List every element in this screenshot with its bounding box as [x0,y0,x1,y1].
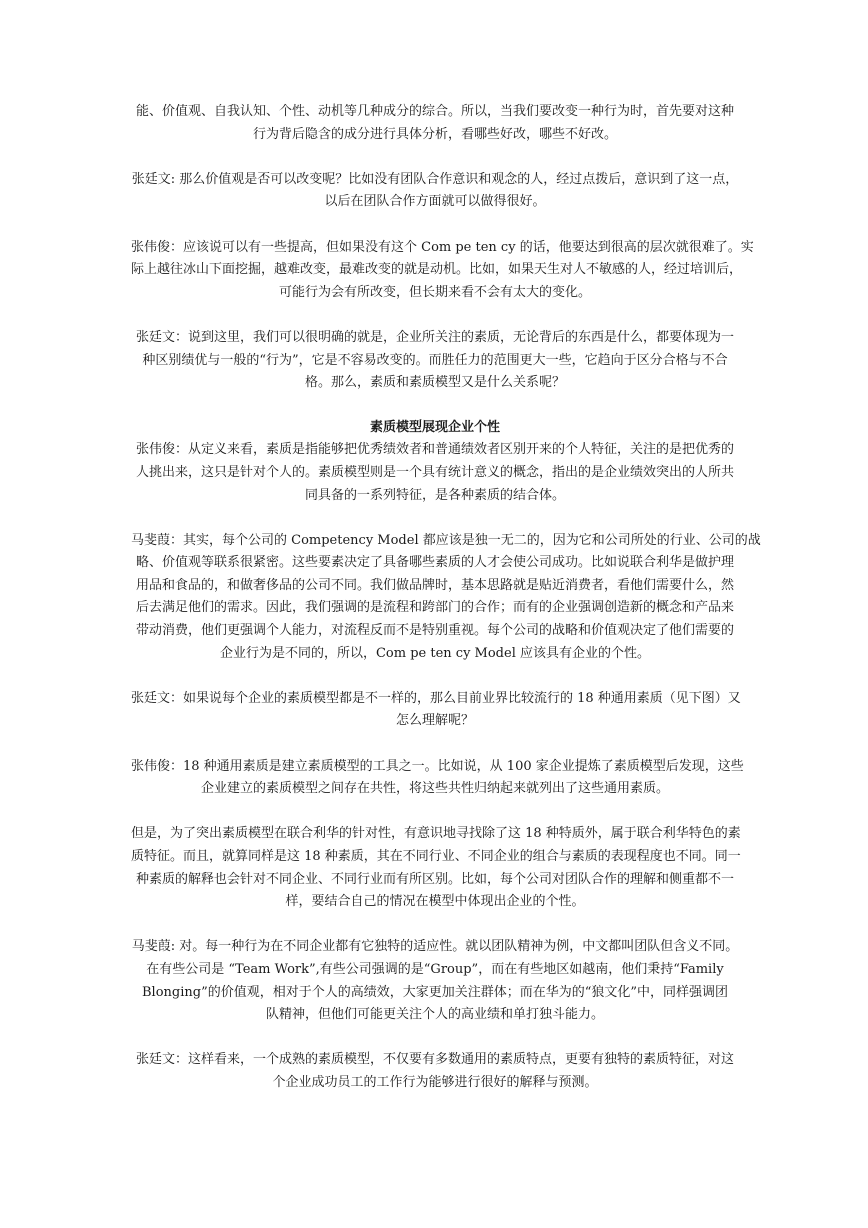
text-line: 种区别绩优与一般的“行为”，它是不容易改变的。而胜任力的范围更大一些，它趋向于区分合格与不合 [142,352,728,368]
paragraph-zhang-tingwen-conclusion [131,1049,739,1094]
paragraph-zhang-weijun-iceberg [131,237,754,305]
paragraph-ma-feijia-unique-model [131,530,761,666]
text-line: 行为背后隐含的成分进行具体分析，看哪些好改，哪些不好改。 [252,126,617,142]
text-line: 用品和食品的，和做奢侈品的公司不同。我们做品牌时，基本思路就是贴近消费者，看他们需要什么，然 [135,577,734,593]
section-heading: 素质模型展现企业个性 [369,420,500,436]
text-line: 个企业成功员工的工作行为能够进行很好的解释与预测。 [272,1074,598,1090]
text-line: 张伟俊：18 种通用素质是建立素质模型的工具之一。比如说，从 100 家企业提炼了素质模型后发现，这些 [131,758,744,774]
text-line: 以后在团队合作方面就可以做得很好。 [324,194,546,210]
text-line: 可能行为会有所改变，但长期来看不会有太大的变化。 [278,284,591,300]
text-line: 带动消费，他们更强调个人能力，对流程反而不是特别重视。每个公司的战略和价值观决定了他们需要的 [135,623,734,639]
text-line: 企业建立的素质模型之间存在共性，将这些共性归纳起来就列出了这些通用素质。 [200,781,669,797]
paragraph-zhang-weijun-definition [131,439,739,507]
text-line: 张廷文: 那么价值观是否可以改变呢？比如没有团队合作意识和观念的人，经过点拨后，意识到了这一点， [131,171,739,187]
text-line: 张廷文：如果说每个企业的素质模型都是不一样的，那么目前业界比较流行的 18 种通用素质（见下图）又 [131,690,741,706]
paragraph-zhang-tingwen-question-values [131,169,739,214]
document-body [131,101,761,1095]
text-line: 略、价值观等联系很紧密。这些要素决定了具备哪些素质的人才会使公司成功。比如说联合利华是做护理 [135,555,734,571]
paragraph-zhang-tingwen-18-competencies [131,688,739,733]
paragraph-unilever-specific [131,823,739,913]
text-line: 在有些公司是 “Team Work”,有些公司强调的是“Group”，而在有些地区如越南，他们秉持“Family [146,961,724,977]
text-line: 马斐葭: 对。每一种行为在不同企业都有它独特的适应性。就以团队精神为例，中文都叫团队但含义不同。 [131,939,739,955]
paragraph-zhang-tingwen-behavior [131,327,739,395]
text-line: 种素质的解释也会针对不同企业、不同行业而有所区别。比如，每个公司对团队合作的理解和侧重都不一 [135,871,734,887]
text-line: 怎么理解呢？ [395,713,474,729]
text-line: 人挑出来，这只是针对个人的。素质模型则是一个具有统计意义的概念，指出的是企业绩效突出的人所共 [135,464,734,480]
text-line: 同具备的一系列特征，是各种素质的结合体。 [304,487,565,503]
text-line: 张伟俊：从定义来看，素质是指能够把优秀绩效者和普通绩效者区别开来的个人特征，关注的是把优秀的 [135,442,734,458]
paragraph-ma-feijia-team-spirit [131,936,739,1026]
text-line: 际上越往冰山下面挖掘，越难改变，最难改变的就是动机。比如，如果天生对人不敏感的人，经过培训后， [131,262,743,278]
text-line: 张廷文：说到这里，我们可以很明确的就是，企业所关注的素质，无论背后的东西是什么，都要体现为一 [135,329,734,345]
text-line: 张伟俊：应该说可以有一些提高，但如果没有这个 Com pe ten cy 的话，他要达到很高的层次就很难了。实 [131,239,754,255]
text-line: 样，要结合自己的情况在模型中体现出企业的个性。 [285,894,585,910]
text-line: Blonging”的价值观，相对于个人的高绩效，大家更加关注群体；而在华为的“狼文化”中，同样强调团 [141,984,729,1000]
paragraph-competency-components [131,101,739,146]
text-line: 张廷文：这样看来，一个成熟的素质模型，不仅要有多数通用的素质特点，更要有独特的素质特征，对这 [135,1052,734,1068]
text-line: 企业行为是不同的，所以，Com pe ten cy Model 应该具有企业的个性。 [219,645,650,661]
paragraph-zhang-weijun-tools [131,756,744,801]
text-line: 马斐葭：其实，每个公司的 Competency Model 都应该是独一无二的，因为它和公司所处的行业、公司的战 [131,532,761,548]
text-line: 后去满足他们的需求。因此，我们强调的是流程和跨部门的合作；而有的企业强调创造新的概念和产品来 [135,600,734,616]
text-line: 格。那么，素质和素质模型又是什么关系呢？ [304,375,565,391]
text-line: 能、价值观、自我认知、个性、动机等几种成分的综合。所以，当我们要改变一种行为时，首先要对这种 [135,104,734,119]
text-line: 但是，为了突出素质模型在联合利华的针对性，有意识地寻找除了这 18 种特质外，属于联合利华特色的素 [131,826,741,842]
text-line: 质特征。而且，就算同样是这 18 种素质，其在不同行业、不同企业的组合与素质的表现程度也不同。同一 [131,849,741,864]
text-line: 队精神，但他们可能更关注个人的高业绩和单打独斗能力。 [265,1007,604,1023]
